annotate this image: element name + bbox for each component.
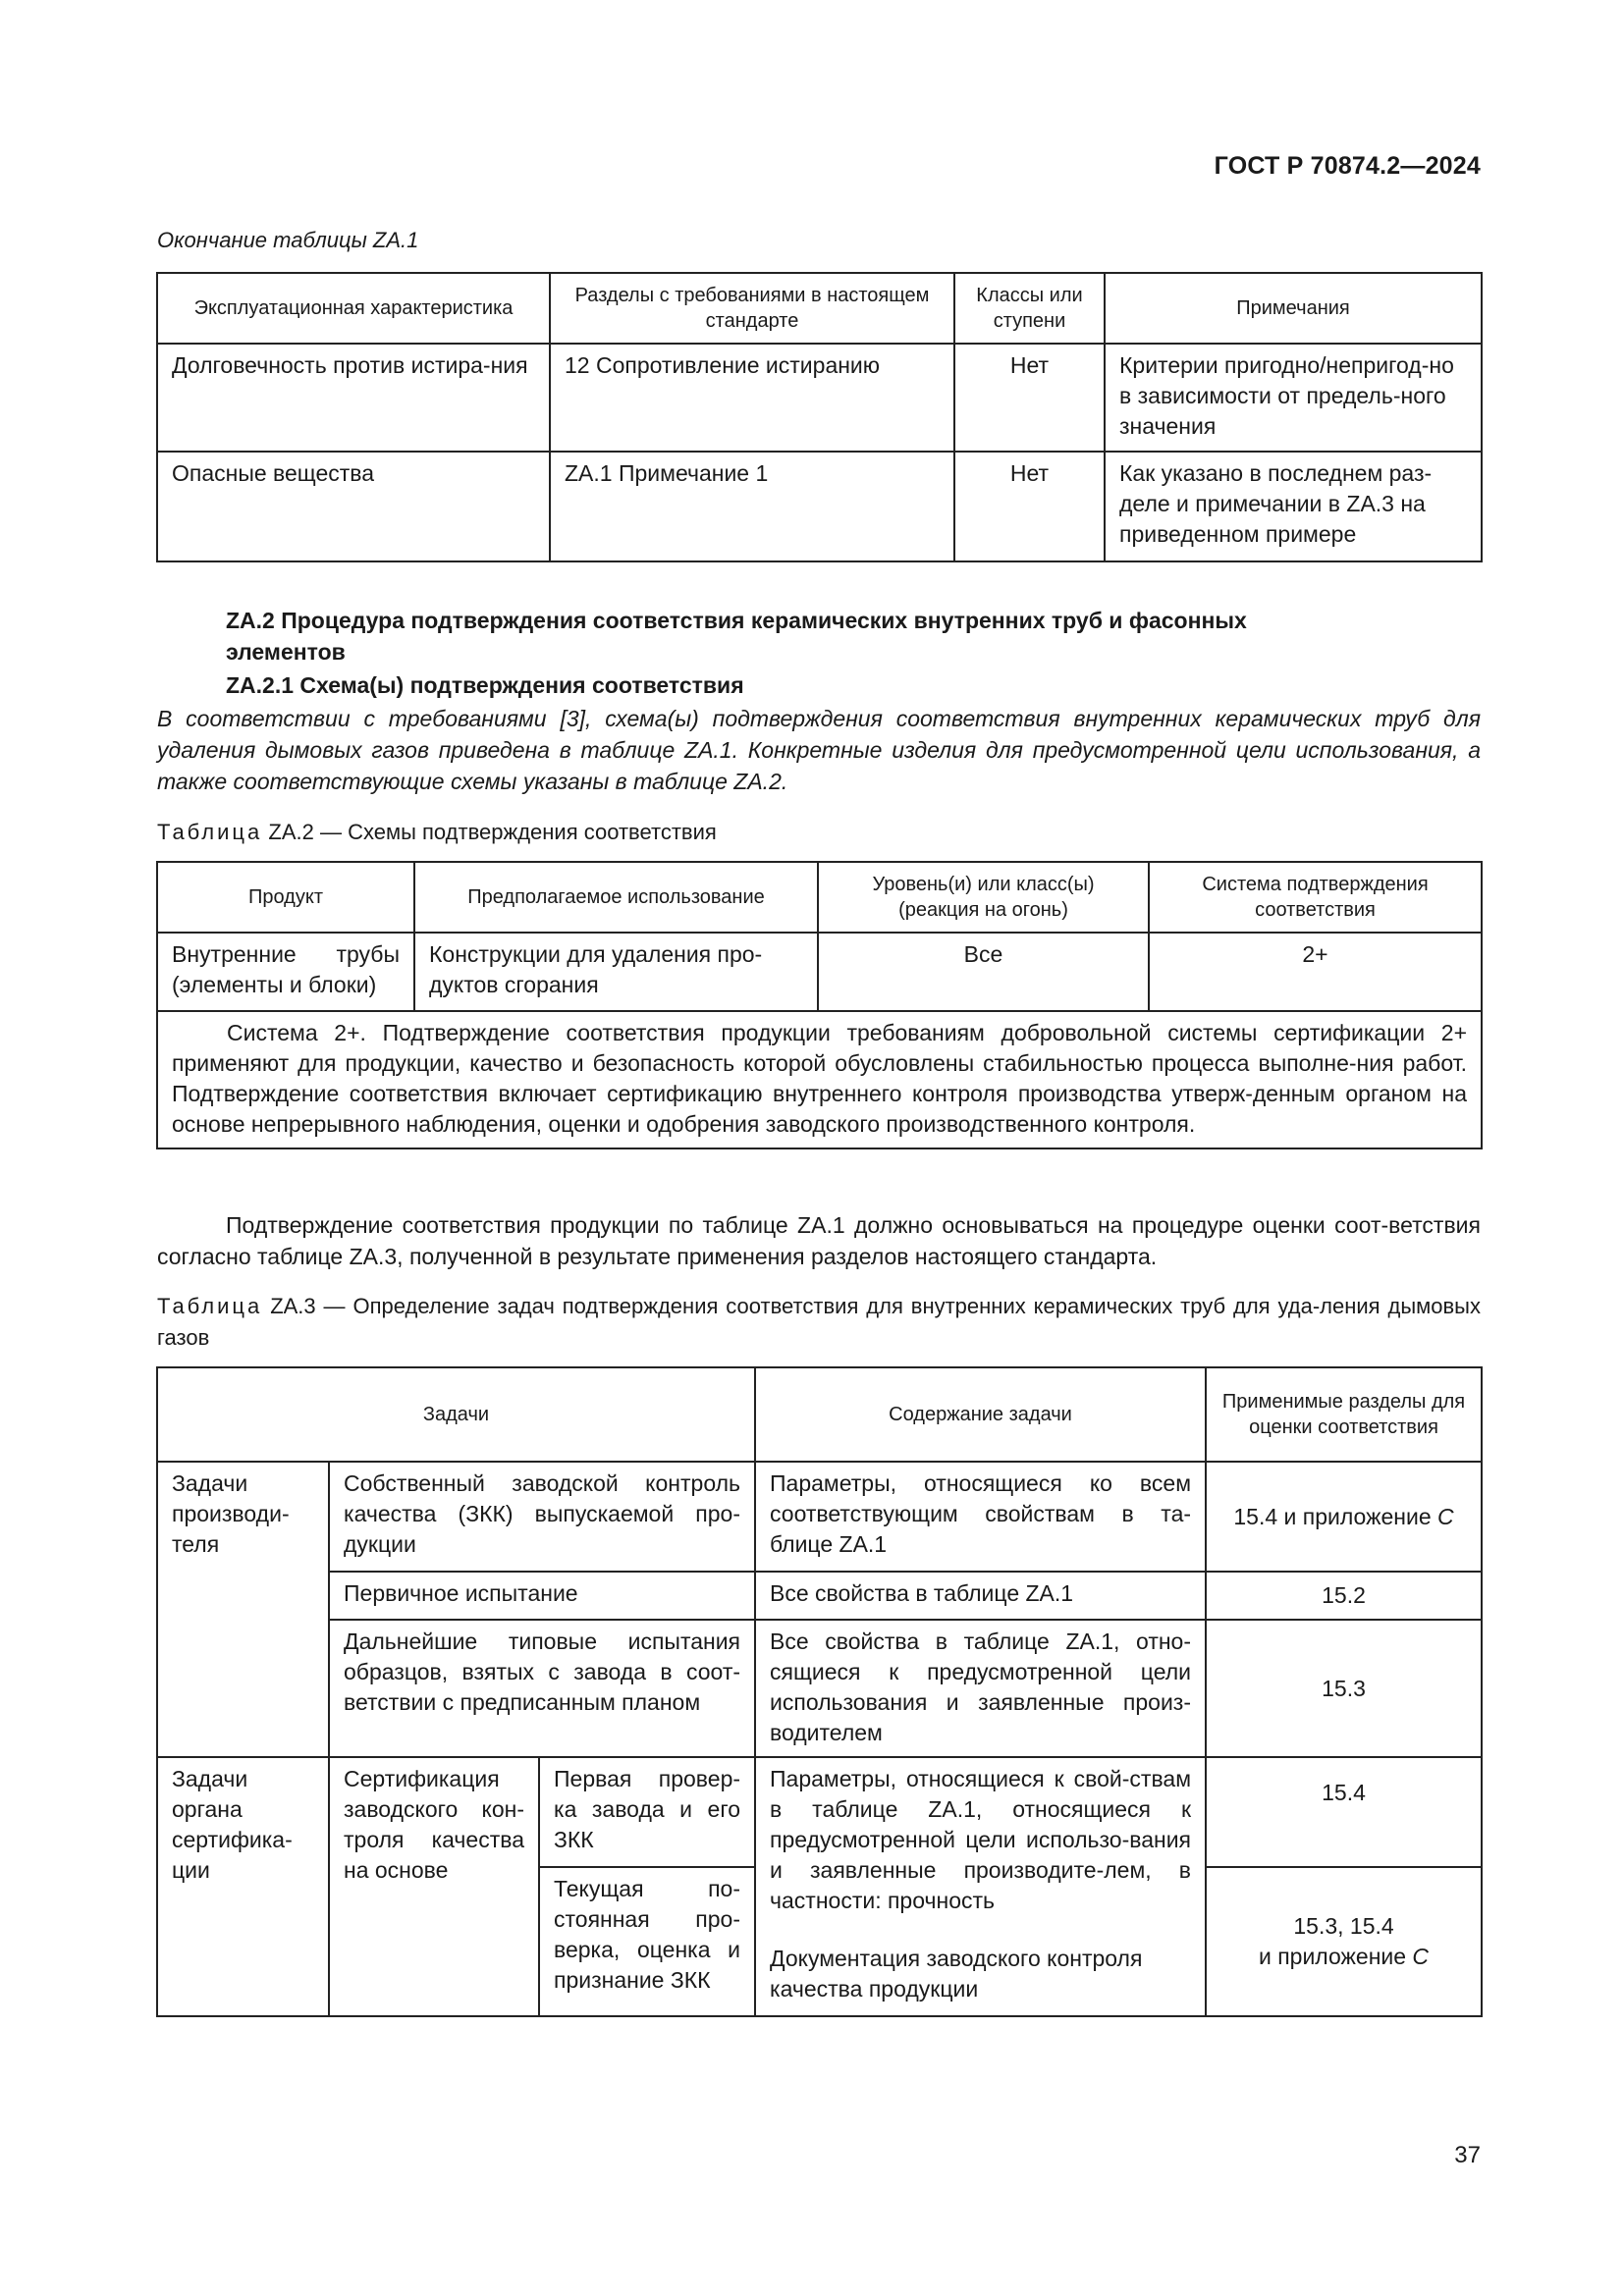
table-cell: 2+ bbox=[1149, 933, 1482, 1011]
table-za3 bbox=[156, 1366, 1483, 2017]
sections-text: 15.4 и приложение bbox=[1233, 1503, 1432, 1529]
table2-header-system: Система подтверждения соответствия bbox=[1149, 862, 1482, 933]
table3-header-sections: Применимые разделы для оценки соответствия bbox=[1206, 1367, 1482, 1462]
table-cell: Сертификация заводского кон-троля качества на основе bbox=[329, 1757, 539, 2016]
table-cell: Как указано в последнем раз-деле и примечании в ZA.3 на приведенном примере bbox=[1105, 452, 1482, 561]
table-cell: Текущая по-стоянная про-верка, оценка и признание ЗКК bbox=[539, 1867, 755, 2016]
sections-text: и приложение bbox=[1258, 1944, 1407, 1969]
table1-header-sections: Разделы с требованиями в настоящем стандарте bbox=[550, 273, 954, 344]
table2-caption bbox=[157, 817, 717, 848]
table-cell: Опасные вещества bbox=[157, 452, 550, 561]
table-cell: Первичное испытание bbox=[329, 1572, 755, 1620]
section-heading: ZA.2 Процедура подтверждения соответствия керамических внутренних труб и фасонных элементов bbox=[226, 608, 1247, 665]
table1-header-notes: Примечания bbox=[1105, 273, 1482, 344]
table3-caption-text: ZA.3 — Определение задач подтверждения соответствия для внутренних керамических труб для уда-ления дымовых газов bbox=[157, 1294, 1481, 1350]
italic-paragraph: В соответствии с требованиями [3], схема(ы) подтверждения соответствия внутренних керамических труб для удаления дымовых газов приведена в таблице ZA.1. Конкретные изделия для предусмотренной цели использования, а также соответствующие схемы указаны в таблице ZA.2. bbox=[157, 706, 1481, 794]
table1-header-characteristic: Эксплуатационная характеристика bbox=[157, 273, 550, 344]
table-cell bbox=[755, 1757, 1206, 2016]
table-cell: 15.2 bbox=[1206, 1572, 1482, 1620]
table-cell: Параметры, относящиеся ко всем соответствующим свойствам в та-блице ZA.1 bbox=[755, 1462, 1206, 1572]
appendix-letter: С bbox=[1437, 1503, 1454, 1529]
table-cell: 15.4 bbox=[1206, 1757, 1482, 1867]
table-row bbox=[157, 1572, 1482, 1620]
table3-caption bbox=[157, 1291, 1481, 1354]
table3-header-tasks: Задачи bbox=[157, 1367, 755, 1462]
table-row bbox=[157, 1620, 1482, 1757]
page-number: 37 bbox=[1454, 2142, 1481, 2168]
table3-header-content: Содержание задачи bbox=[755, 1367, 1206, 1462]
cert-content-params: Параметры, относящиеся к свой-ствам в таблице ZA.1, относящиеся к предусмотренной цели использо-вания и заявленные производите-лем, в частности: прочность bbox=[770, 1766, 1192, 1913]
manufacturer-tasks-label: Задачи производи-теля bbox=[157, 1462, 329, 1757]
table-cell: Внутренние трубы (элементы и блоки) bbox=[157, 933, 414, 1011]
table2-caption-text: ZA.2 — Схемы подтверждения соответствия bbox=[268, 820, 717, 844]
table-cell: Нет bbox=[954, 344, 1105, 452]
table1-caption: Окончание таблицы ZA.1 bbox=[157, 228, 419, 252]
table2-header-product: Продукт bbox=[157, 862, 414, 933]
table2-header-usage: Предполагаемое использование bbox=[414, 862, 818, 933]
table-cell bbox=[1206, 1462, 1482, 1572]
table-cell: Критерии пригодно/непригод-но в зависимости от предель-ного значения bbox=[1105, 344, 1482, 452]
table-row bbox=[157, 933, 1482, 1011]
section-subheading: ZA.2.1 Схема(ы) подтверждения соответствия bbox=[226, 672, 744, 698]
table-za1 bbox=[156, 272, 1483, 562]
table-cell: Первая провер-ка завода и его ЗКК bbox=[539, 1757, 755, 1867]
table-cell: Конструкции для удаления про-дуктов сгорания bbox=[414, 933, 818, 1011]
table-cell: Собственный заводской контроль качества (ЗКК) выпускаемой про-дукции bbox=[329, 1462, 755, 1572]
table-cell: Дальнейшие типовые испытания образцов, взятых с завода в соот-ветствии с предписанным планом bbox=[329, 1620, 755, 1757]
table2-note: Система 2+. Подтверждение соответствия продукции требованиям добровольной системы сертификации 2+ применяют для продукции, качество и безопасность которой обусловлены стабильностью процесса выполне-ния работ. Подтверждение соответствия включает сертификацию внутреннего контроля производства утверж-денным органом на основе непрерывного наблюдения, оценки и одобрения заводского производственного контроля. bbox=[157, 1011, 1482, 1148]
table2-caption-word: Таблица bbox=[157, 820, 263, 844]
paragraph: Подтверждение соответствия продукции по таблице ZA.1 должно основываться на процедуре оценки соот-ветствия согласно таблице ZA.3, полученной в результате применения разделов настоящего стандарта. bbox=[157, 1212, 1481, 1269]
table-row bbox=[157, 1011, 1482, 1148]
document-code: ГОСТ Р 70874.2—2024 bbox=[1214, 152, 1481, 180]
table-row bbox=[157, 1757, 1482, 1867]
sections-text: 15.3, 15.4 bbox=[1293, 1913, 1394, 1939]
table-cell: Все свойства в таблице ZA.1, отно-сящиеся к предусмотренной цели использования и заявленные произ-водителем bbox=[755, 1620, 1206, 1757]
table2-header-level: Уровень(и) или класс(ы) (реакция на огонь) bbox=[818, 862, 1149, 933]
table-cell: Долговечность против истира-ния bbox=[157, 344, 550, 452]
table-cell: 15.3 bbox=[1206, 1620, 1482, 1757]
appendix-letter: С bbox=[1412, 1944, 1430, 1969]
table-cell: Все bbox=[818, 933, 1149, 1011]
table-row bbox=[157, 1462, 1482, 1572]
table-cell bbox=[1206, 1867, 1482, 2016]
table-za2 bbox=[156, 861, 1483, 1149]
table-row bbox=[157, 344, 1482, 452]
table3-caption-word: Таблица bbox=[157, 1294, 263, 1318]
certification-tasks-label: Задачи органа сертифика-ции bbox=[157, 1757, 329, 2016]
table-cell: Все свойства в таблице ZA.1 bbox=[755, 1572, 1206, 1620]
table-cell: 12 Сопротивление истиранию bbox=[550, 344, 954, 452]
table1-header-classes: Классы или ступени bbox=[954, 273, 1105, 344]
table-cell: Нет bbox=[954, 452, 1105, 561]
table-row bbox=[157, 452, 1482, 561]
table-cell: ZA.1 Примечание 1 bbox=[550, 452, 954, 561]
sections-text-appendix bbox=[1220, 1942, 1467, 1972]
cert-content-docs: Документация заводского контроля качества продукции bbox=[770, 1946, 1143, 2002]
